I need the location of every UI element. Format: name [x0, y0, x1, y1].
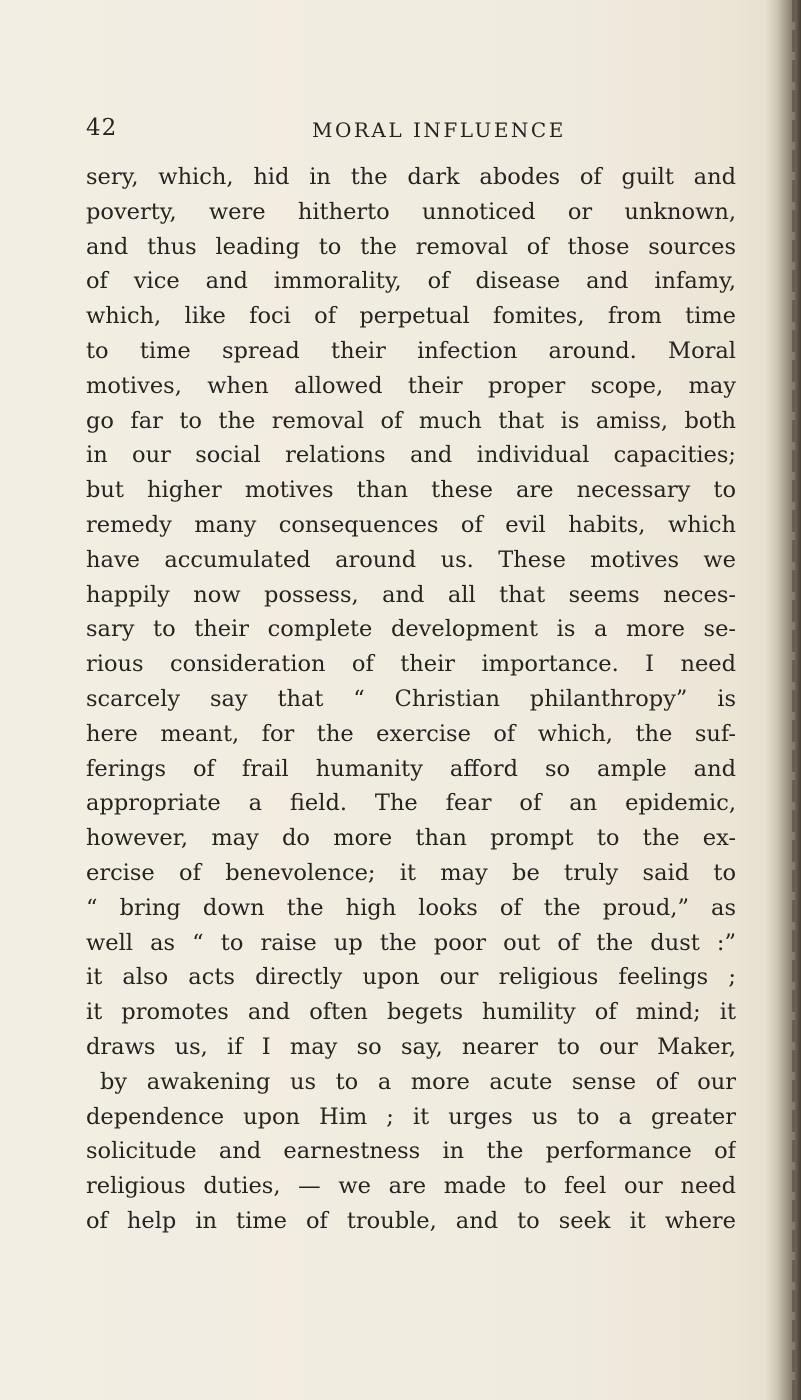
text-line: by awakening us to a more acute sense of our: [100, 1068, 736, 1095]
text-line: well as “ to raise up the poor out of the dust :”: [86, 929, 736, 956]
page-header: [0, 115, 801, 149]
text-line: which, like foci of perpetual fomites, from time: [86, 303, 736, 330]
text-line: scarcely say that “ Christian philanthropy” is: [86, 685, 736, 712]
text-line: however, may do more than prompt to the ex-: [86, 825, 736, 852]
text-line: go far to the removal of much that is amiss, both: [86, 407, 736, 434]
text-line: of vice and immorality, of disease and infamy,: [86, 268, 736, 295]
text-line: and thus leading to the removal of those sources: [86, 233, 736, 260]
text-line: sery, which, hid in the dark abodes of guilt and: [86, 164, 736, 190]
page-gutter-shadow: [765, 0, 801, 1400]
text-line: dependence upon Him ; it urges us to a greater: [86, 1103, 736, 1130]
text-line: of help in time of trouble, and to seek it where: [86, 1207, 736, 1234]
text-line: remedy many consequences of evil habits, which: [86, 511, 736, 538]
text-line: in our social relations and individual capacities;: [86, 442, 736, 469]
text-line: “ bring down the high looks of the proud,” as: [86, 894, 736, 921]
text-line: have accumulated around us. These motives we: [86, 546, 736, 573]
text-line: ercise of benevolence; it may be truly said to: [86, 859, 736, 886]
page-number: 42: [86, 115, 118, 141]
text-line: it promotes and often begets humility of mind; it: [86, 999, 736, 1026]
text-line: here meant, for the exercise of which, the suf-: [86, 720, 736, 747]
text-line: rious consideration of their importance. I need: [86, 651, 736, 678]
text-line: poverty, were hitherto unnoticed or unknown,: [86, 198, 736, 225]
text-line: solicitude and earnestness in the performance of: [86, 1138, 736, 1165]
text-line: motives, when allowed their proper scope, may: [86, 372, 736, 399]
text-line: happily now possess, and all that seems neces-: [86, 581, 736, 608]
text-line: sary to their complete development is a more se-: [86, 616, 736, 643]
text-line: draws us, if I may so say, nearer to our Maker,: [86, 1033, 736, 1060]
text-line: ferings of frail humanity afford so ample and: [86, 755, 736, 782]
text-line: it also acts directly upon our religious feelings ;: [86, 964, 736, 991]
text-line: to time spread their infection around. Moral: [86, 337, 736, 364]
body-text: [86, 160, 736, 1340]
text-line: but higher motives than these are necessary to: [86, 477, 736, 504]
running-head: MORAL INFLUENCE: [312, 118, 566, 142]
text-line: appropriate a field. The fear of an epidemic,: [86, 790, 736, 817]
binding-edge: [792, 0, 795, 1400]
text-line: religious duties, — we are made to feel our need: [86, 1173, 736, 1200]
